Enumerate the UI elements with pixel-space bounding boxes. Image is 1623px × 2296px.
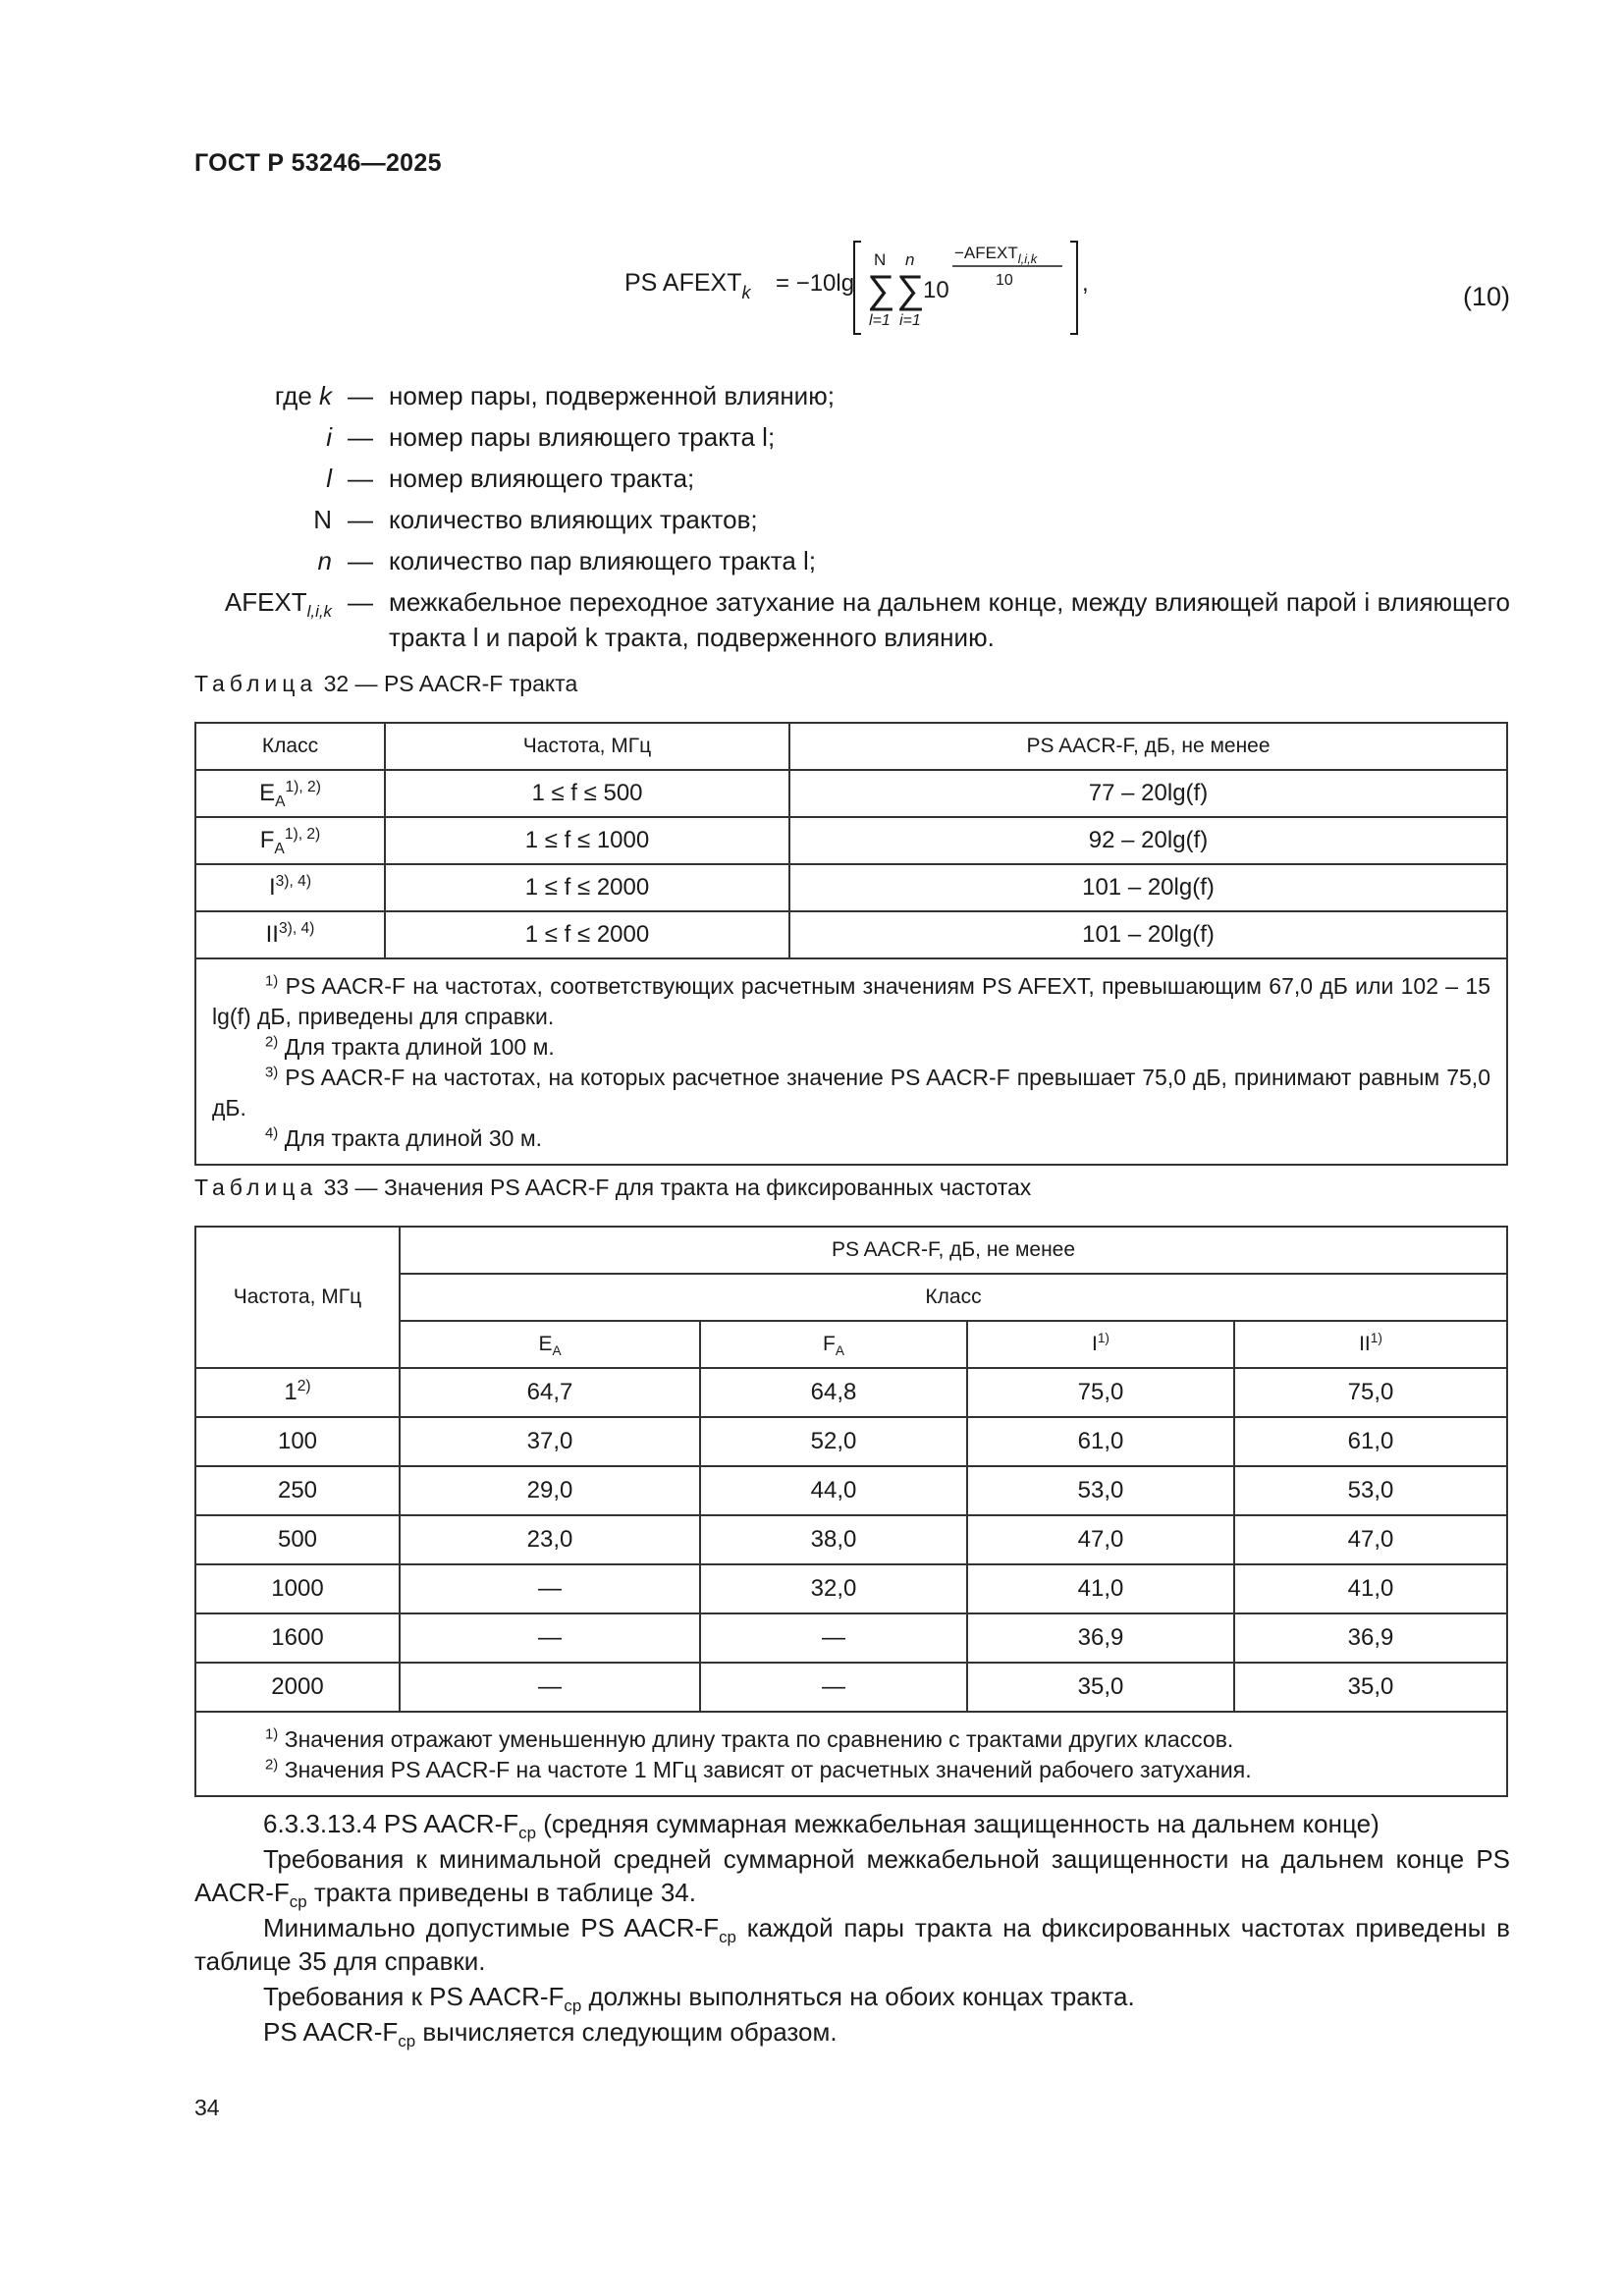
table-row [195,1663,1507,1712]
legend-symbol: i [326,422,332,452]
value-cell: 47,0 [1234,1515,1507,1564]
legend-text: номер влияющего тракта; [389,464,695,493]
exp-numerator: $-AFEXT_{l,i,k}$ [954,244,1038,266]
caption-label: Таблица [194,1175,318,1200]
freq-cell: 500 [195,1515,400,1564]
value-cell: — [700,1613,967,1663]
equation-number: (10) [1463,282,1511,311]
table-row [195,1564,1507,1613]
legend-dash: — [348,546,373,575]
note-1: $^{1)}$ PS AACR-F на частотах, соответствующих расчетным значениям PS AFEXT, превышающим 67,0 дБ или 102 – 15 lg(f) дБ, приведены для справки. [212,972,1490,1029]
table-32 [194,722,1508,1166]
header-cell: Частота, МГц [385,723,789,770]
formula-eq: = −10lg [776,270,855,297]
legend-symbol: k [319,381,332,410]
page-number: 34 [194,2095,220,2120]
value-cell: 41,0 [967,1564,1234,1613]
class-cell: $II^{3), 4)}$ [195,911,385,958]
table-row [195,1515,1507,1564]
legend-row-l [194,458,1510,499]
table-row [195,1613,1507,1663]
freq-cell: 2000 [195,1663,400,1712]
formula-base: 10 [923,277,949,303]
note-2: $^{2)}$ Значения PS AACR-F на частоте 1 МГц зависят от расчетных значений рабочего затухания. [265,1756,1252,1782]
table-notes-row [195,958,1507,1165]
value-cell: 47,0 [967,1515,1234,1564]
paragraph: PS AACR-$F_{ср}$ вычисляется следующим образом. [263,2017,838,2051]
value-cell: 52,0 [700,1417,967,1466]
caption-text: 32 — PS AACR-F тракта [317,671,578,696]
value-cell: 64,7 [400,1368,700,1417]
table-33-caption [194,1175,1031,1201]
sum-top-2: n [905,250,915,269]
paragraph: Требования к минимальной средней суммарной межкабельной защищенности на дальнем конце PS AACR-$F_{ср}$ тракта приведены в таблице 34. [194,1844,1510,1912]
sigma-2-icon: ∑ [896,268,925,311]
freq-cell: 1 ≤ f ≤ 500 [385,770,789,817]
value-cell: 61,0 [967,1417,1234,1466]
legend-dash: — [348,422,373,452]
symbol-legend [194,375,1510,655]
freq-cell: 1 ≤ f ≤ 2000 [385,864,789,911]
paragraph: Минимально допустимые PS AACR-$F_{ср}$ каждой пары тракта на фиксированных частотах приведены в таблице 35 для справки. [194,1913,1510,1976]
formula-trail: , [1082,270,1089,297]
table-header-row [195,1227,1507,1274]
value-cell: 36,9 [1234,1613,1507,1663]
legend-prefix: где [274,381,319,410]
formula-10 [589,224,1198,342]
value-cell: 75,0 [967,1368,1234,1417]
document-header: ГОСТ Р 53246—2025 [194,149,442,177]
sum-bottom-2: i=1 [899,312,921,329]
legend-symbol: AFEXT [224,587,307,617]
freq-cell: 1000 [195,1564,400,1613]
freq-cell: 250 [195,1466,400,1515]
legend-text: номер пары влияющего тракта l; [389,422,776,452]
note-3: $^{3)}$ PS AACR-F на частотах, на которых расчетное значение PS AACR-F превышает 75,0 дБ, принимают равным 75,0 дБ. [212,1064,1490,1121]
legend-symbol: l [326,464,332,493]
table-row [195,1466,1507,1515]
paragraph-heading: 6.3.3.13.4 PS AACR-$F_{ср}$ (средняя суммарная межкабельная защищенность на дальнем конце) [263,1809,1380,1843]
formula-lhs: PS $AFEXT_k$ [624,269,751,302]
left-bracket [854,242,861,334]
value-cell: 53,0 [1234,1466,1507,1515]
legend-dash: — [348,381,373,410]
caption-label: Таблица [194,671,318,696]
table-row [195,864,1507,911]
value-cell: 35,0 [967,1663,1234,1712]
value-cell: 23,0 [400,1515,700,1564]
table-notes [195,958,1507,1165]
sum-top-1: N [874,250,887,269]
header-class-ea: $E_A$ [400,1321,700,1368]
freq-cell: 1 ≤ f ≤ 1000 [385,817,789,864]
header-group: PS AACR-F, дБ, не менее [400,1227,1507,1274]
header-cell: PS AACR-F, дБ, не менее [789,723,1507,770]
value-cell: 53,0 [967,1466,1234,1515]
table-row [195,911,1507,958]
table-32-caption [194,671,577,697]
table-row [195,817,1507,864]
note-4: $^{4)}$ Для тракта длиной 30 м. [265,1124,543,1151]
value-cell: 101 – 20lg(f) [789,911,1507,958]
freq-cell: 1$^{2)}$ [195,1368,400,1417]
header-class-ii: II$^{1)}$ [1234,1321,1507,1368]
value-cell: 92 – 20lg(f) [789,817,1507,864]
legend-text: количество влияющих трактов; [389,505,758,534]
sigma-1-icon: ∑ [867,268,895,311]
legend-row-afext [194,581,1510,655]
table-row [195,770,1507,817]
value-cell: 36,9 [967,1613,1234,1663]
value-cell: 37,0 [400,1417,700,1466]
legend-text: межкабельное переходное затухание на дальнем конце, между влияющей парой i влияющего тракта l и парой k тракта, подверженного влиянию. [389,587,1510,652]
table-row [195,1417,1507,1466]
legend-text: количество пар влияющего тракта l; [389,546,817,575]
note-1: $^{1)}$ Значения отражают уменьшенную длину тракта по сравнению с трактами других классов. [265,1725,1234,1752]
header-class-i: $I^{1)}$ [967,1321,1234,1368]
legend-row-i [194,416,1510,458]
value-cell: 38,0 [700,1515,967,1564]
paragraph: Требования к PS AACR-$F_{ср}$ должны выполняться на обоих концах тракта. [263,1982,1135,2016]
table-header-row [195,723,1507,770]
class-cell: $E_A^{1), 2)}$ [195,770,385,817]
legend-row-n [194,540,1510,581]
header-cell: Класс [195,723,385,770]
class-cell: $F_A^{1), 2)}$ [195,817,385,864]
value-cell: — [700,1663,967,1712]
legend-symbol: N [313,505,332,534]
freq-cell: 1 ≤ f ≤ 2000 [385,911,789,958]
right-bracket [1070,242,1077,334]
table-notes-row [195,1712,1507,1796]
sum-bottom-1: l=1 [869,312,891,329]
header-class: Класс [400,1274,1507,1321]
legend-dash: — [348,587,373,617]
legend-row-k [194,375,1510,416]
value-cell: — [400,1663,700,1712]
value-cell: 35,0 [1234,1663,1507,1712]
value-cell: 101 – 20lg(f) [789,864,1507,911]
legend-symbol-sub: l,i,k [306,602,332,622]
header-class-fa: $F_A$ [700,1321,967,1368]
note-2: $^{2)}$ Для тракта длиной 100 м. [265,1033,555,1060]
value-cell: 61,0 [1234,1417,1507,1466]
value-cell: 41,0 [1234,1564,1507,1613]
value-cell: — [400,1613,700,1663]
header-freq: Частота, МГц [195,1227,400,1368]
class-cell: $I^{3), 4)}$ [195,864,385,911]
value-cell: 64,8 [700,1368,967,1417]
legend-dash: — [348,505,373,534]
value-cell: 75,0 [1234,1368,1507,1417]
table-33 [194,1226,1508,1797]
freq-cell: 100 [195,1417,400,1466]
value-cell: — [400,1564,700,1613]
value-cell: 29,0 [400,1466,700,1515]
caption-text: 33 — Значения PS AACR-F для тракта на фиксированных частотах [317,1175,1032,1200]
table-notes [195,1712,1507,1796]
value-cell: 77 – 20lg(f) [789,770,1507,817]
legend-dash: — [348,464,373,493]
section-6-3-3-13-4 [194,1807,1510,2050]
legend-symbol: n [317,546,332,575]
legend-row-N [194,499,1510,540]
table-row [195,1368,1507,1417]
value-cell: 32,0 [700,1564,967,1613]
value-cell: 44,0 [700,1466,967,1515]
exp-denominator: 10 [996,272,1013,289]
legend-text: номер пары, подверженной влиянию; [389,381,835,410]
freq-cell: 1600 [195,1613,400,1663]
